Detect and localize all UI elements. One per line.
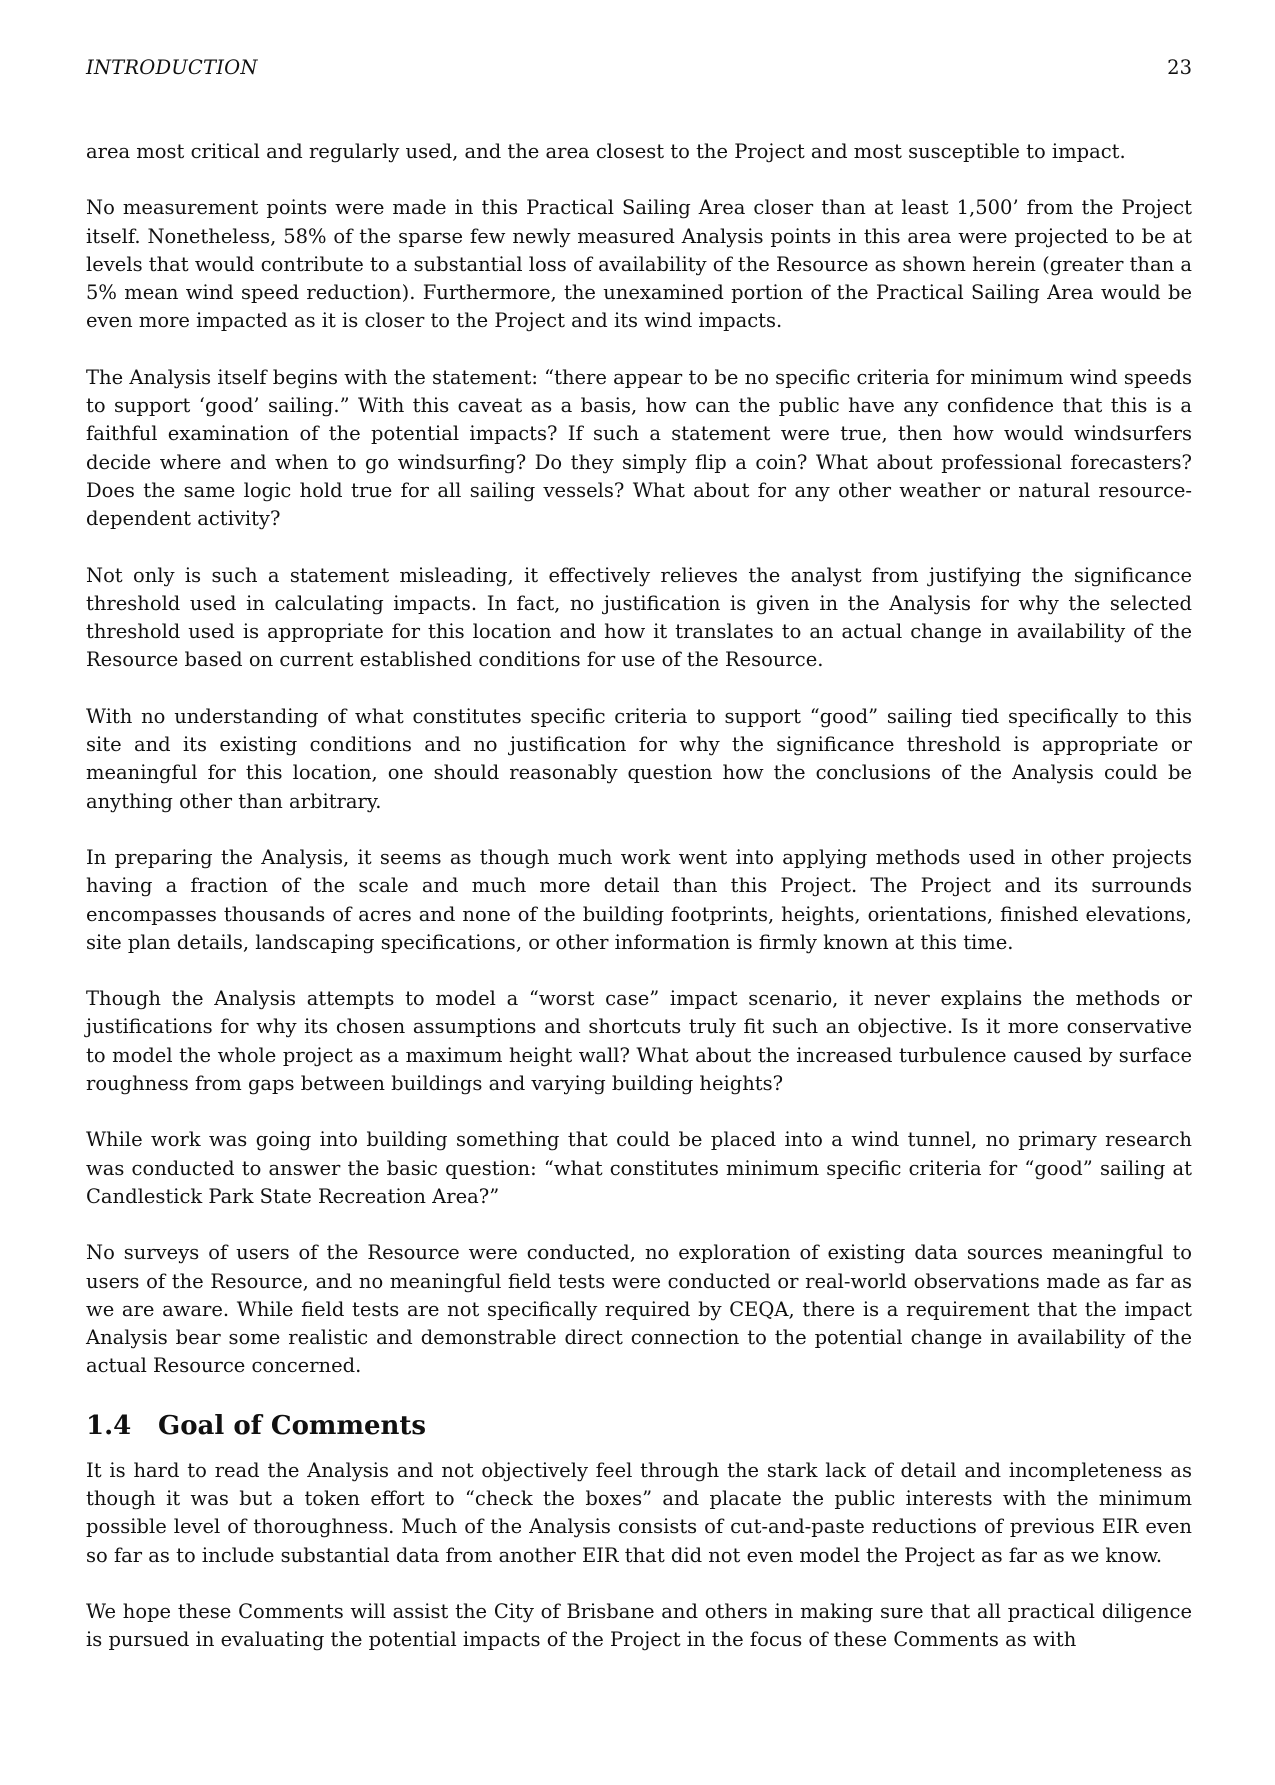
paragraph: The Analysis itself begins with the statement: “there appear to be no specific criteria for minimum wind speeds to support ‘good’ sailing.” With this caveat as a basis, how can the public have any confidence that this is a faithful examination of the potential impacts? If such a statement were true, then how would windsurfers decide where and when to go windsurfing? Do they simply flip a coin? What about professional forecasters? Does the same logic hold true for all sailing vessels? What about for any other weather or natural resource-dependent activity? [86,365,1192,531]
paragraph: While work was going into building something that could be placed into a wind tunnel, no primary research was conducted to answer the basic question: “what constitutes minimum specific criteria for “good” sailing at Candlestick Park State Recreation Area?” [86,1128,1192,1208]
paragraph: Though the Analysis attempts to model a “worst case” impact scenario, it never explains the methods or justifications for why its chosen assumptions and shortcuts truly fit such an objective. Is it more conservative to model the whole project as a maximum height wall? What about the increased turbulence caused by surface roughness from gaps between buildings and varying building heights? [86,987,1192,1096]
document-page [86,0,1192,1785]
paragraph: With no understanding of what constitutes specific criteria to support “good” sailing tied specifically to this site and its existing conditions and no justification for why the significance threshold is appropriate or meaningful for this location, one should reasonably question how the conclusions of the Analysis could be anything other than arbitrary. [86,704,1192,813]
paragraph: No measurement points were made in this Practical Sailing Area closer than at least 1,500’ from the Project itself. Nonetheless, 58% of the sparse few newly measured Analysis points in this area were projected to be at levels that would contribute to a substantial loss of availability of the Resource as shown herein (greater than a 5% mean wind speed reduction). Furthermore, the unexamined portion of the Practical Sailing Area would be even more impacted as it is closer to the Project and its wind impacts. [86,196,1192,333]
paragraph: In preparing the Analysis, it seems as though much work went into applying methods used in other projects having a fraction of the scale and much more detail than this Project. The Project and its surrounds encompasses thousands of acres and none of the building footprints, heights, orientations, finished elevations, site plan details, landscaping specifications, or other information is firmly known at this time. [86,845,1192,954]
section-number: 1.4 [86,1410,132,1441]
paragraph: Not only is such a statement misleading, it effectively relieves the analyst from justifying the significance threshold used in calculating impacts. In fact, no justification is given in the Analysis for why the selected threshold used is appropriate for this location and how it translates to an actual change in availability of the Resource based on current established conditions for use of the Resource. [86,563,1192,672]
section-title: Goal of Comments [158,1410,427,1441]
paragraph: No surveys of users of the Resource were conducted, no exploration of existing data sources meaningful to users of the Resource, and no meaningful field tests were conducted or real-world observations made as far as we are aware. While field tests are not specifically required by CEQA, there is a requirement that the impact Analysis bear some realistic and demonstrable direct connection to the potential change in availability of the actual Resource concerned. [86,1241,1192,1378]
body-text [86,138,1192,1682]
page-number: 23 [1167,56,1192,79]
running-header [86,56,1192,82]
header-title: INTRODUCTION [86,56,258,79]
section-heading [86,1409,1192,1443]
paragraph: We hope these Comments will assist the City of Brisbane and others in making sure that all practical diligence is pursued in evaluating the potential impacts of the Project in the focus of these Comments as with [86,1599,1192,1652]
paragraph: area most critical and regularly used, and the area closest to the Project and most susceptible to impact. [86,140,1126,163]
paragraph: It is hard to read the Analysis and not objectively feel through the stark lack of detail and incompleteness as though it was but a token effort to “check the boxes” and placate the public interests with the minimum possible level of thoroughness. Much of the Analysis consists of cut-and-paste reductions of previous EIR even so far as to include substantial data from another EIR that did not even model the Project as far as we know. [86,1458,1192,1567]
